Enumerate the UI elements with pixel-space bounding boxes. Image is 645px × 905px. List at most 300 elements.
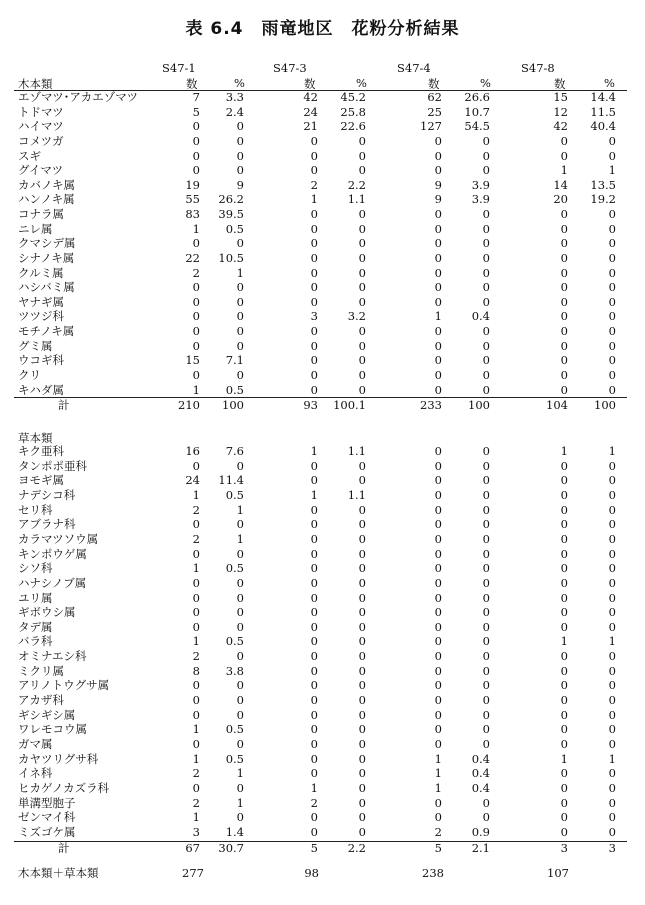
percent-cell: 0 (608, 338, 616, 353)
percent-cell: 0 (236, 236, 244, 251)
sample-label: S47-8 (521, 61, 555, 75)
table-row (0, 708, 645, 723)
percent-cell: 0 (236, 619, 244, 634)
percent-cell: 19.2 (590, 192, 616, 207)
count-cell: 0 (434, 163, 442, 178)
percent-cell: 45.2 (340, 90, 366, 104)
percent-cell: 0 (608, 280, 616, 295)
taxon-name: クリ (18, 367, 41, 382)
percent-cell: 0 (608, 824, 616, 839)
count-cell: 0 (434, 236, 442, 251)
percent-cell: 0 (358, 649, 366, 664)
count-cell: 0 (192, 678, 200, 693)
count-cell: 7 (192, 90, 200, 104)
count-cell: 0 (434, 707, 442, 722)
percent-cell: 1 (236, 265, 244, 280)
percent-cell: 0 (236, 737, 244, 751)
taxon-name: アブラナ科 (18, 517, 76, 532)
percent-cell: 0 (236, 810, 244, 825)
percent-cell: 0 (358, 810, 366, 825)
table-row (0, 737, 645, 752)
percent-cell: 0 (608, 663, 616, 678)
taxon-name: イネ科 (18, 766, 53, 781)
count-cell: 0 (310, 590, 318, 605)
count-cell: 0 (310, 824, 318, 839)
count-cell: 0 (310, 546, 318, 561)
count-cell: 0 (192, 780, 200, 795)
count-cell: 104 (546, 398, 568, 412)
percent-cell: 0 (482, 517, 490, 532)
percent-cell: 0 (358, 722, 366, 737)
percent-cell: 0 (608, 649, 616, 664)
count-cell: 0 (310, 502, 318, 517)
count-cell: 21 (303, 119, 318, 134)
count-cell: 0 (434, 810, 442, 825)
percent-cell: 0 (608, 619, 616, 634)
taxon-name: トドマツ (18, 104, 64, 119)
count-cell: 0 (310, 693, 318, 708)
count-cell: 0 (560, 221, 568, 236)
percent-cell: 0 (358, 324, 366, 339)
table-row (0, 192, 645, 207)
count-header: 数 (304, 77, 316, 91)
taxon-name: ウコギ科 (18, 353, 64, 368)
percent-cell: 0 (358, 367, 366, 382)
percent-cell: 0 (236, 133, 244, 148)
percent-cell: 0 (236, 707, 244, 722)
total-label: 計 (58, 398, 70, 412)
count-cell: 9 (434, 192, 442, 207)
count-cell: 0 (310, 458, 318, 473)
percent-cell: 0 (236, 693, 244, 708)
percent-cell: 0 (482, 294, 490, 309)
percent-cell: 0 (358, 133, 366, 148)
percent-cell: 0 (482, 795, 490, 810)
count-cell: 2 (434, 824, 442, 839)
percent-cell: 0 (358, 473, 366, 488)
count-cell: 0 (434, 619, 442, 634)
percent-cell: 39.5 (218, 207, 244, 222)
percent-cell: 54.5 (464, 119, 490, 134)
count-cell: 1 (560, 444, 568, 458)
count-cell: 14 (553, 177, 568, 192)
percent-cell: 0 (236, 294, 244, 309)
percent-cell: 0 (482, 280, 490, 295)
count-cell: 0 (560, 561, 568, 576)
count-cell: 0 (434, 487, 442, 502)
count-cell: 0 (560, 133, 568, 148)
percent-cell: 0 (482, 619, 490, 634)
percent-cell: 0 (608, 294, 616, 309)
percent-cell: 30.7 (218, 841, 244, 855)
count-cell: 1 (192, 487, 200, 502)
count-cell: 0 (310, 163, 318, 178)
sample-label: S47-4 (397, 61, 431, 75)
percent-cell: 0 (358, 795, 366, 810)
count-cell: 0 (434, 382, 442, 397)
count-cell: 1 (434, 309, 442, 324)
count-cell: 0 (434, 590, 442, 605)
percent-cell: 3.2 (347, 309, 366, 324)
percent-cell: 0 (358, 280, 366, 295)
percent-cell: 0 (358, 780, 366, 795)
count-cell: 24 (185, 473, 200, 488)
taxon-name: 単溝型胞子 (18, 795, 76, 810)
count-cell: 1 (192, 221, 200, 236)
count-cell: 0 (310, 737, 318, 751)
percent-cell: 0 (482, 663, 490, 678)
taxon-name: カバノキ属 (18, 177, 76, 192)
count-cell: 0 (560, 663, 568, 678)
count-cell: 0 (192, 590, 200, 605)
count-cell: 1 (434, 780, 442, 795)
percent-cell: 0 (482, 561, 490, 576)
taxon-name: ワレモコウ属 (18, 722, 87, 737)
percent-cell: 0 (358, 737, 366, 751)
percent-cell: 0 (608, 722, 616, 737)
count-cell: 0 (192, 693, 200, 708)
count-cell: 2 (192, 795, 200, 810)
count-cell: 1 (560, 634, 568, 649)
count-cell: 0 (560, 367, 568, 382)
count-cell: 2 (310, 177, 318, 192)
percent-cell: 0 (358, 517, 366, 532)
count-cell: 0 (310, 265, 318, 280)
count-cell: 0 (560, 766, 568, 781)
percent-cell: 1 (608, 634, 616, 649)
count-cell: 0 (560, 458, 568, 473)
total-row (0, 398, 645, 413)
percent-header: % (480, 76, 491, 90)
table-row (0, 825, 645, 840)
count-cell: 1 (192, 382, 200, 397)
table-row (0, 503, 645, 518)
table-row (0, 605, 645, 620)
table-row (0, 459, 645, 474)
percent-cell: 0 (358, 766, 366, 781)
taxon-name: キク亜科 (18, 444, 64, 458)
percent-cell: 2.2 (347, 177, 366, 192)
woody-heading: 木本類 (18, 77, 53, 91)
table-row (0, 134, 645, 149)
percent-cell: 0 (608, 693, 616, 708)
percent-cell: 0.4 (471, 751, 490, 766)
count-cell: 42 (303, 90, 318, 104)
table-row (0, 222, 645, 237)
count-cell: 1 (560, 751, 568, 766)
percent-cell: 1 (608, 444, 616, 458)
count-cell: 0 (310, 324, 318, 339)
count-cell: 0 (192, 517, 200, 532)
count-cell: 0 (310, 561, 318, 576)
grand-total-row (0, 866, 645, 881)
percent-cell: 0 (358, 605, 366, 620)
taxon-name: コメツガ (18, 133, 64, 148)
taxon-name: シソ科 (18, 561, 53, 576)
count-cell: 0 (560, 722, 568, 737)
count-header: 数 (554, 77, 566, 91)
table-row (0, 163, 645, 178)
count-cell: 0 (560, 338, 568, 353)
percent-cell: 0 (236, 678, 244, 693)
percent-cell: 0 (482, 487, 490, 502)
percent-cell: 7.1 (225, 353, 244, 368)
count-cell: 0 (192, 605, 200, 620)
percent-cell: 0 (358, 207, 366, 222)
count-cell: 2 (192, 766, 200, 781)
percent-cell: 0 (608, 575, 616, 590)
count-cell: 0 (560, 148, 568, 163)
total-label: 計 (58, 841, 70, 855)
count-cell: 55 (185, 192, 200, 207)
taxon-name: キンポウゲ属 (18, 546, 87, 561)
percent-cell: 0 (358, 236, 366, 251)
count-cell: 0 (560, 236, 568, 251)
sample-label: S47-1 (162, 61, 196, 75)
count-cell: 0 (560, 575, 568, 590)
taxon-name: バラ科 (18, 634, 53, 649)
grand-total-value: 238 (422, 866, 444, 880)
count-cell: 0 (560, 280, 568, 295)
count-cell: 24 (303, 104, 318, 119)
count-cell: 3 (192, 824, 200, 839)
percent-cell: 0 (358, 250, 366, 265)
count-cell: 0 (560, 517, 568, 532)
grand-total-value: 277 (182, 866, 204, 880)
percent-cell: 0 (482, 707, 490, 722)
count-cell: 0 (192, 737, 200, 751)
table-row (0, 353, 645, 368)
count-cell: 0 (310, 367, 318, 382)
taxon-name: ナデシコ科 (18, 487, 76, 502)
count-cell: 0 (192, 324, 200, 339)
count-cell: 0 (434, 148, 442, 163)
count-cell: 3 (310, 309, 318, 324)
table-row (0, 105, 645, 120)
percent-cell: 3.9 (471, 177, 490, 192)
count-cell: 0 (310, 575, 318, 590)
grand-total-label: 木本類＋草本類 (18, 866, 99, 880)
table-row (0, 266, 645, 281)
percent-cell: 0 (482, 590, 490, 605)
count-cell: 0 (310, 663, 318, 678)
percent-cell: 1.1 (347, 192, 366, 207)
percent-cell: 0 (482, 458, 490, 473)
percent-cell: 0 (608, 473, 616, 488)
count-cell: 0 (560, 324, 568, 339)
count-cell: 9 (434, 177, 442, 192)
percent-cell: 0 (236, 338, 244, 353)
count-cell: 0 (560, 780, 568, 795)
taxon-name: カラマツソウ属 (18, 531, 99, 546)
percent-cell: 0 (236, 280, 244, 295)
taxon-name: タンポポ亜科 (18, 458, 87, 473)
table-row (0, 280, 645, 295)
count-cell: 62 (427, 90, 442, 104)
percent-cell: 0 (482, 693, 490, 708)
taxon-name: ミクリ属 (18, 663, 64, 678)
count-cell: 0 (560, 382, 568, 397)
count-cell: 0 (192, 619, 200, 634)
percent-header: % (604, 76, 615, 90)
count-cell: 0 (434, 473, 442, 488)
table-row (0, 781, 645, 796)
percent-cell: 1.4 (225, 824, 244, 839)
percent-cell: 0 (482, 324, 490, 339)
taxon-name: クマシデ属 (18, 236, 76, 251)
percent-cell: 0 (608, 382, 616, 397)
taxon-name: アカザ科 (18, 693, 64, 708)
count-cell: 0 (434, 280, 442, 295)
percent-cell: 1 (236, 502, 244, 517)
count-cell: 15 (553, 90, 568, 104)
count-cell: 42 (553, 119, 568, 134)
percent-cell: 0 (608, 324, 616, 339)
count-cell: 1 (434, 751, 442, 766)
taxon-name: ハナシノブ属 (18, 575, 87, 590)
count-cell: 0 (434, 265, 442, 280)
count-cell: 0 (310, 236, 318, 251)
count-cell: 0 (434, 353, 442, 368)
percent-cell: 0 (358, 148, 366, 163)
count-cell: 0 (434, 693, 442, 708)
percent-cell: 0 (482, 367, 490, 382)
percent-cell: 11.4 (218, 473, 244, 488)
count-cell: 0 (310, 649, 318, 664)
table-row (0, 649, 645, 664)
table-row (0, 309, 645, 324)
percent-cell: 0 (482, 502, 490, 517)
percent-cell: 0 (482, 575, 490, 590)
count-cell: 1 (310, 780, 318, 795)
percent-cell: 2.1 (471, 841, 490, 855)
grand-total-value: 98 (304, 866, 319, 880)
percent-cell: 3.8 (225, 663, 244, 678)
percent-cell: 0 (608, 133, 616, 148)
table-row (0, 178, 645, 193)
count-cell: 67 (185, 841, 200, 855)
percent-cell: 0 (608, 309, 616, 324)
table-row (0, 796, 645, 811)
percent-cell: 0 (608, 517, 616, 532)
taxon-name: ツツジ科 (18, 309, 64, 324)
percent-cell: 0 (608, 810, 616, 825)
count-cell: 0 (310, 634, 318, 649)
taxon-name: ヒカゲノカズラ科 (18, 780, 110, 795)
count-cell: 0 (310, 250, 318, 265)
percent-cell: 0 (608, 207, 616, 222)
taxon-name: ギボウシ属 (18, 605, 76, 620)
percent-cell: 1.1 (347, 487, 366, 502)
count-cell: 93 (303, 398, 318, 412)
percent-cell: 0 (608, 678, 616, 693)
percent-cell: 0 (608, 236, 616, 251)
percent-cell: 0 (358, 590, 366, 605)
count-cell: 5 (192, 104, 200, 119)
taxon-name: ハシバミ属 (18, 280, 75, 295)
percent-cell: 0 (358, 751, 366, 766)
count-cell: 1 (310, 487, 318, 502)
percent-cell: 0 (482, 810, 490, 825)
percent-cell: 1.1 (347, 444, 366, 458)
percent-cell: 0 (358, 678, 366, 693)
count-cell: 1 (310, 192, 318, 207)
percent-cell: 2.2 (347, 841, 366, 855)
taxon-name: キハダ属 (18, 382, 64, 397)
taxon-name: グミ属 (18, 338, 53, 353)
table-row (0, 207, 645, 222)
table-row (0, 561, 645, 576)
percent-header: % (356, 76, 367, 90)
count-cell: 0 (192, 707, 200, 722)
count-cell: 16 (185, 444, 200, 458)
count-cell: 0 (560, 487, 568, 502)
percent-cell: 0 (236, 517, 244, 532)
count-cell: 0 (192, 458, 200, 473)
count-cell: 0 (192, 236, 200, 251)
percent-cell: 100 (468, 398, 490, 412)
count-cell: 0 (434, 207, 442, 222)
count-cell: 0 (434, 605, 442, 620)
table-row (0, 383, 645, 398)
count-cell: 0 (434, 634, 442, 649)
percent-cell: 0.5 (225, 487, 244, 502)
count-cell: 0 (310, 382, 318, 397)
taxon-name: エゾマツ･アカエゾマツ (18, 90, 138, 104)
count-cell: 0 (560, 502, 568, 517)
table-row (0, 547, 645, 562)
percent-cell: 0 (482, 236, 490, 251)
count-cell: 20 (553, 192, 568, 207)
percent-cell: 0 (608, 148, 616, 163)
count-cell: 0 (434, 795, 442, 810)
percent-cell: 0 (608, 605, 616, 620)
percent-cell: 0.5 (225, 634, 244, 649)
percent-cell: 0 (358, 265, 366, 280)
table-row (0, 339, 645, 354)
percent-cell: 0 (608, 561, 616, 576)
table-title: 表 6.4 雨竜地区 花粉分析結果 (185, 19, 460, 39)
count-cell: 0 (434, 575, 442, 590)
count-cell: 210 (178, 398, 200, 412)
percent-cell: 9 (236, 177, 244, 192)
percent-cell: 0 (482, 265, 490, 280)
percent-cell: 0 (608, 590, 616, 605)
table-row (0, 368, 645, 383)
table-row (0, 236, 645, 251)
percent-cell: 0 (358, 693, 366, 708)
count-cell: 1 (192, 561, 200, 576)
count-cell: 2 (192, 649, 200, 664)
count-cell: 0 (192, 280, 200, 295)
count-cell: 0 (560, 795, 568, 810)
percent-cell: 0 (236, 148, 244, 163)
percent-cell: 25.8 (340, 104, 366, 119)
percent-cell: 0 (608, 502, 616, 517)
percent-header: % (234, 76, 245, 90)
percent-cell: 0.4 (471, 766, 490, 781)
percent-cell: 0 (608, 780, 616, 795)
table-row (0, 678, 645, 693)
percent-cell: 1 (608, 163, 616, 178)
percent-cell: 10.5 (218, 250, 244, 265)
percent-cell: 0 (482, 148, 490, 163)
percent-cell: 0 (608, 487, 616, 502)
taxon-name: ハイマツ (18, 119, 64, 134)
percent-cell: 0 (482, 207, 490, 222)
count-cell: 0 (434, 531, 442, 546)
count-cell: 0 (434, 722, 442, 737)
